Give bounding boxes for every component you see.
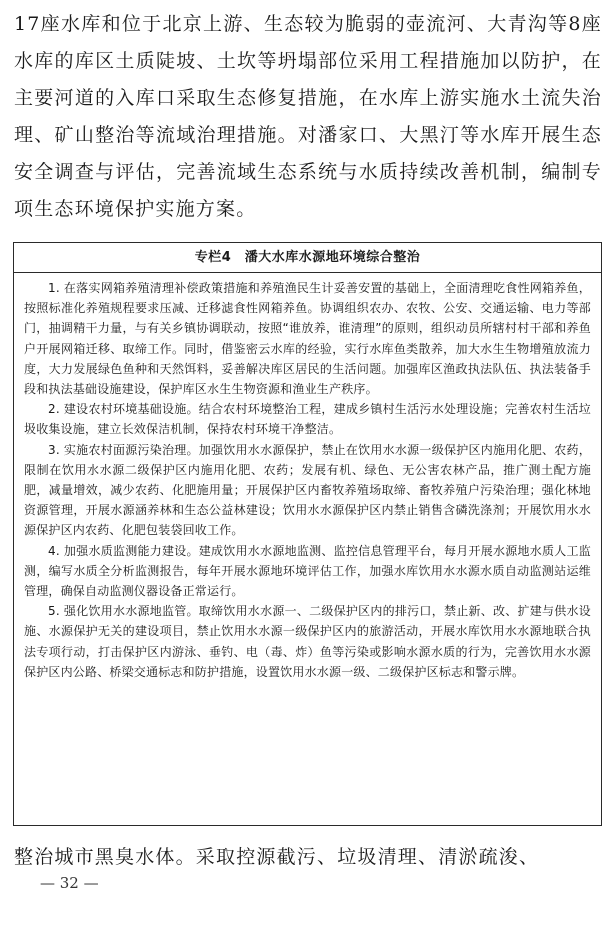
column-box-body bbox=[14, 273, 601, 682]
column-item-2: 2. 建设农村环境基础设施。结合农村环境整治工程，建成乡镇村生活污水处理设施；完善农村生活垃圾收集设施，建立长效保洁机制，保持农村环境干净整洁。 bbox=[24, 402, 591, 437]
column-item-5: 5. 强化饮用水水源地监管。取缔饮用水水源一、二级保护区内的排污口，禁止新、改、扩建与供水设施、水源保护无关的建设项目，禁止饮用水水源一级保护区内的旅游活动，开展水库饮用水水源地联合执法专项行动，打击保护区内游泳、垂钓、电（毒、炸）鱼等污染或影响水源水质的行为，完善饮用水水源保护区内公路、桥梁交通标志和防护措施，设置饮用水水源一级、二级保护区标志和警示牌。 bbox=[24, 604, 591, 679]
column-item-1: 1. 在落实网箱养殖清理补偿政策措施和养殖渔民生计妥善安置的基础上，全面清理吃食性网箱养鱼，按照标准化养殖规程要求压减、迁移滤食性网箱养鱼。协调组织农办、农牧、公安、交通运输、电力等部门，抽调精干力量，与有关乡镇协调联动，按照“谁放养，谁清理”的原则，组织动员所辖村村干部和养鱼户开展网箱迁移、取缔工作。同时，借鉴密云水库的经验，实行水库鱼类散养，加大水生生物增殖放流力度，大力发展绿色鱼种和天然饵料，妥善解决库区居民的生活问题。加强库区渔政执法队伍、执法装备手段和执法基础设施建设，保护库区水生生物资源和渔业生产秩序。 bbox=[24, 281, 591, 397]
intro-paragraph: 17座水库和位于北京上游、生态较为脆弱的壶流河、大青沟等8座水库的库区土质陡坡、土坎等坍塌部位采用工程措施加以防护，在主要河道的入库口采取生态修复措施，在水库上游实施水土流失治理、矿山整治等流域治理措施。对潘家口、大黑汀等水库开展生态安全调查与评估，完善流域生态系统与水质持续改善机制，编制专项生态环境保护实施方案。 bbox=[14, 13, 602, 220]
column-item-4: 4. 加强水质监测能力建设。建成饮用水水源地监测、监控信息管理平台，每月开展水源地水质人工监测，编写水质全分析监测报告，每年开展水源地环境评估工作，加强水库饮用水水源水质自动监测站运维管理，确保自动监测仪器设备正常运行。 bbox=[24, 543, 591, 599]
column-box-title: 专栏4 潘大水库水源地环境综合整治 bbox=[14, 243, 601, 273]
bottom-paragraph: 整治城市黑臭水体。采取控源截污、垃圾清理、清淤疏浚、 bbox=[14, 846, 540, 868]
page-number: — 32 — bbox=[40, 874, 99, 892]
column-box bbox=[13, 242, 602, 826]
column-item-3: 3. 实施农村面源污染治理。加强饮用水水源保护，禁止在饮用水水源一级保护区内施用化肥、农药，限制在饮用水水源二级保护区内施用化肥、农药；发展有机、绿色、无公害农林产品，推广测土配方施肥，减量增效，减少农药、化肥施用量；开展保护区内畜牧养殖场取缔、畜牧养殖户污染治理；强化林地资源管理，开展水源涵养林和生态公益林建设；饮用水水源保护区内禁止销售含磷洗涤剂；开展饮用水水源保护区内农药、化肥包装袋回收工作。 bbox=[24, 442, 591, 538]
